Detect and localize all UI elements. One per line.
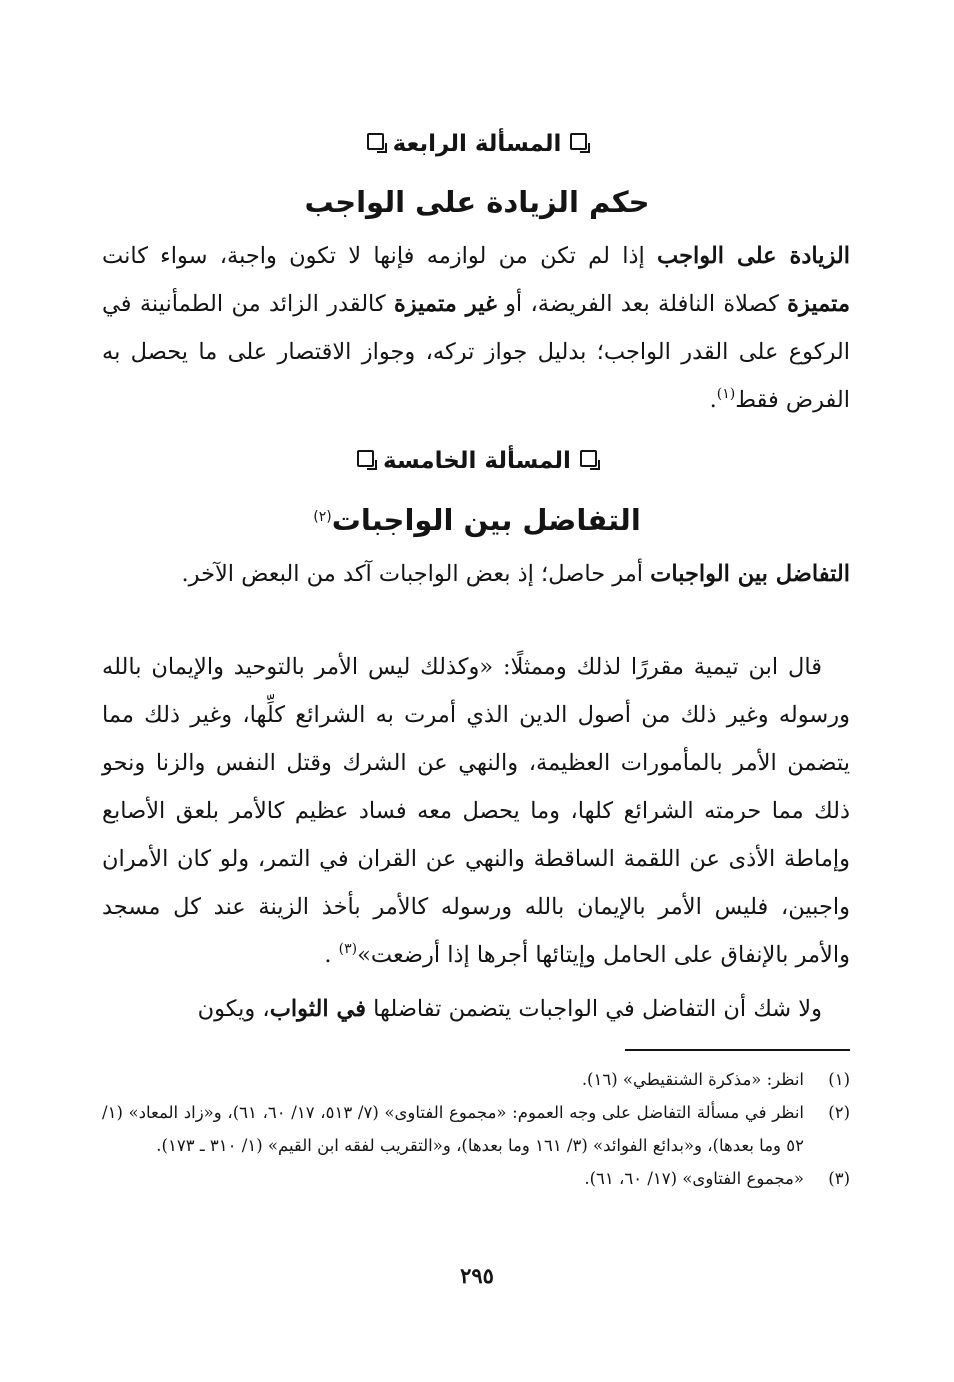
square-bullet-icon [367,133,384,150]
section-heading-5 [0,446,954,476]
footnote-text: انظر: «مذكرة الشنقيطي» (١٦). [581,1070,804,1089]
footnote-item [102,1096,850,1162]
footnote-ref[interactable]: (٣) [338,941,358,957]
footnote-item [102,1063,850,1096]
footnote-ref[interactable]: (١) [716,386,736,402]
paragraph-zeyada: الزيادة على الواجب إذا لم تكن من لوازمه فإنها لا تكون واجبة، سواء كانت متميزة كصلاة النافلة بعد الفريضة، أو غير متميزة كالقدر الزائد من الطمأنينة في الركوع على القدر الواجب؛ بدليل جواز تركه، وجواز الاقتصار على ما يحصل به الفرض فقط$^{(١)}$. [102,243,850,413]
bold-term: غير متميزة [393,291,497,317]
square-bullet-icon [357,450,374,467]
bold-term: الزيادة على الواجب [657,243,850,269]
paragraph-quote-ibn-taymiyya: قال ابن تيمية مقررًا لذلك وممثلًا: «وكذلك ليس الأمر بالتوحيد والإيمان بالله ورسوله وغير ذلك من أصول الدين الذي أمرت به الشرائع كلِّها، وغير ذلك مما يتضمن الأمر بالمأمورات العظيمة، والنهي عن الشرك وقتل النفس والزنا ونحو ذلك مما حرمته الشرائع كلها، وما يحصل معه فساد عظيم كالأمر بلعق الأصابع وإماطة الأذى عن اللقمة الساقطة والنهي عن القران في التمر، ولو كان الأمران واجبين، فليس الأمر بالإيمان بالله ورسوله كالأمر بأخذ الزينة عند كل مسجد والأمر بالإنفاق على الحامل وإيتائها أجرها إذا أرضعت»$^{(٣)}$ . [102,654,850,968]
square-bullet-icon [570,133,587,150]
section-label: المسألة الخامسة [383,448,571,474]
bold-term: التفاضل بين الواجبات [650,561,850,587]
paragraph-thawab: ولا شك أن التفاضل في الواجبات يتضمن تفاضلها في الثواب، ويكون [197,996,822,1022]
section-label: المسألة الرابعة [392,131,562,157]
footnote-number: (١) [828,1070,850,1089]
footnote-text: انظر في مسألة التفاضل على وجه العموم: «مجموع الفتاوى» (٧/ ٥١٣، ١٧/ ٦٠، ٦١)، و«زاد المعاد» (١/ ٥٢ وما بعدها)، و«بدائع الفوائد» (٣/ ١٦١ وما بعدها)، و«التقريب لفقه ابن القيم» (١/ ٣١٠ ـ ١٧٣). [102,1103,805,1155]
section-heading-4 [0,129,954,159]
paragraph-tafadul: التفاضل بين الواجبات أمر حاصل؛ إذ بعض الواجبات آكد من البعض الآخر. [181,561,850,587]
footnote-number: (٣) [828,1169,850,1188]
bold-term: متميزة [787,291,850,317]
footnote-item [102,1162,850,1195]
page-number: ٢٩٥ [460,1263,494,1288]
bold-term: في الثواب [269,996,366,1022]
footnote-number: (٢) [828,1103,850,1122]
section-title-4: حكم الزيادة على الواجب [304,185,650,219]
footnotes [102,1063,850,1195]
footnote-text: «مجموع الفتاوى» (١٧/ ٦٠، ٦١). [584,1169,804,1188]
section-title-5: التفاضل بين الواجبات$^{(٢)}$ [313,503,641,537]
footnote-ref[interactable]: (٢) [313,509,332,525]
square-bullet-icon [580,450,597,467]
